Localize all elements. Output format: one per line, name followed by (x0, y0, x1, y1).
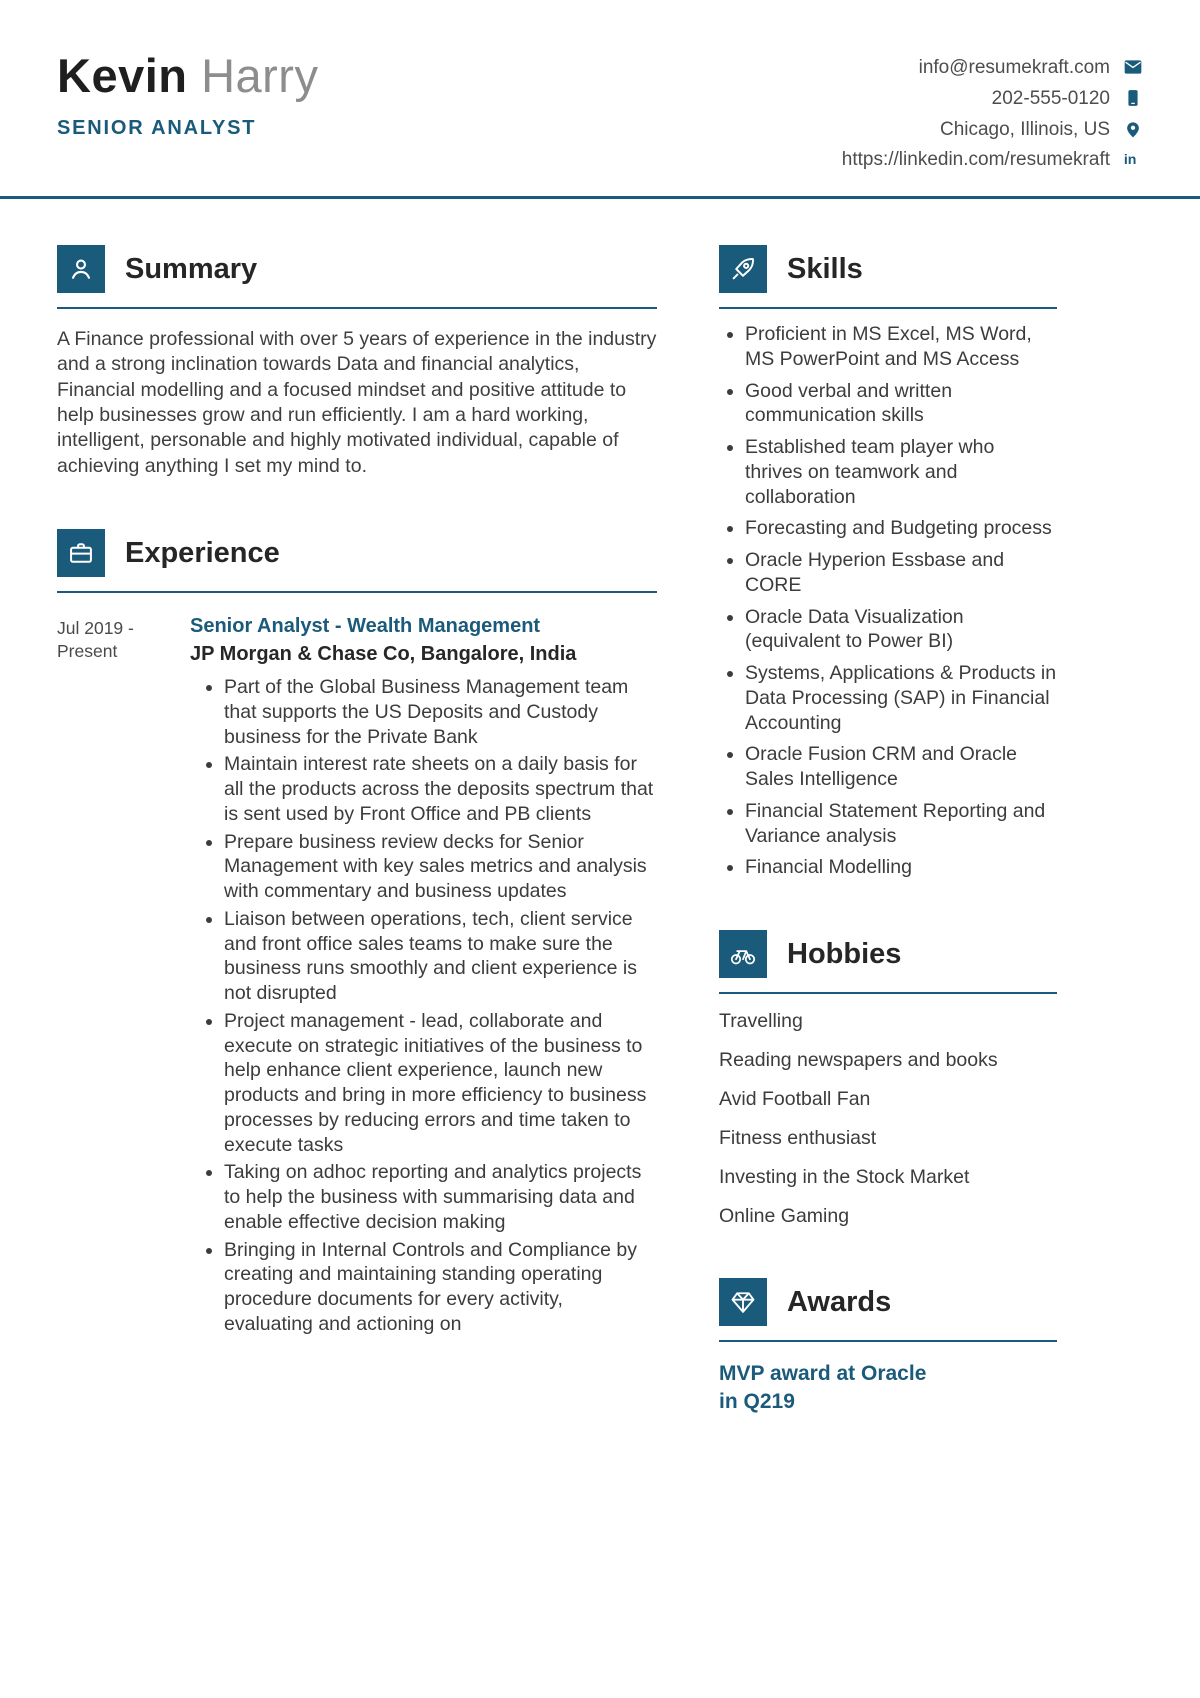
skills-section-header (719, 245, 1057, 309)
diamond-icon (719, 1278, 767, 1326)
contact-location: Chicago, Illinois, US (939, 118, 1110, 140)
skills-section (719, 245, 1057, 880)
hobbies-section (719, 930, 1057, 1228)
first-name: Kevin (57, 49, 188, 102)
awards-list (719, 1360, 1057, 1417)
skill-item: • Oracle Fusion CRM and Oracle Sales Intelligence (745, 742, 1057, 792)
job-bullet: • Maintain interest rate sheets on a daily basis for all the products across the deposits spectrum that is sent used by Front Office and PB clients (224, 752, 657, 826)
contact-phone: 202-555-0120 (991, 87, 1110, 109)
contact-linkedin-row (842, 148, 1143, 172)
experience-section-header (57, 529, 657, 593)
skill-item: • Established team player who thrives on teamwork and collaboration (745, 435, 1057, 509)
awards-section (719, 1278, 1057, 1417)
hobby-item: Travelling (719, 1010, 803, 1032)
contact-email[interactable]: info@resumekraft.com (918, 57, 1110, 78)
job-bullet: • Taking on adhoc reporting and analytics projects to help the business with summarising data and enable effective decision making (224, 1160, 657, 1234)
skill-item: • Oracle Data Visualization (equivalent to Power BI) (745, 605, 1057, 655)
resume-header (0, 0, 1200, 172)
skill-item: • Financial Modelling (745, 855, 1057, 880)
contact-phone-row (842, 87, 1143, 111)
job-bullet: • Liaison between operations, tech, client service and front office sales teams to make sure the business runs smoothly and client experience is not disrupted (224, 907, 657, 1006)
candidate-name (57, 48, 318, 103)
skills-list (719, 322, 1057, 880)
experience-section (57, 529, 657, 1340)
linkedin-glyph: in (1123, 152, 1137, 169)
job-position: Senior Analyst - Wealth Management (190, 615, 541, 638)
contact-block (842, 56, 1143, 172)
awards-section-header (719, 1278, 1057, 1342)
last-name: Harry (201, 49, 319, 102)
right-column (719, 245, 1057, 1467)
job-bullet: • Part of the Global Business Management team that supports the US Deposits and Custody business for the Private Bank (224, 675, 657, 749)
job-entry (57, 615, 657, 1340)
skills-title: Skills (787, 252, 863, 285)
rocket-icon (719, 245, 767, 293)
award-item: MVP award at Oracle in Q219 (719, 1362, 927, 1414)
job-date-range: Jul 2019 - Present (57, 618, 134, 661)
job-bullet: • Bringing in Internal Controls and Compliance by creating and maintaining standing operating procedure documents for every activity, evaluating and actioning on (224, 1238, 657, 1337)
skill-item: • Oracle Hyperion Essbase and CORE (745, 548, 1057, 598)
hobby-item: Online Gaming (719, 1205, 850, 1227)
envelope-icon (1123, 57, 1143, 77)
job-bullet-list (190, 675, 657, 1337)
hobbies-title: Hobbies (787, 937, 902, 970)
mobile-phone-icon (1123, 88, 1143, 108)
candidate-job-title: SENIOR ANALYST (57, 117, 257, 139)
identity-block (57, 48, 318, 140)
skill-item: • Financial Statement Reporting and Variance analysis (745, 799, 1057, 849)
awards-title: Awards (787, 1285, 892, 1318)
contact-linkedin-url[interactable]: https://linkedin.com/resumekraft (841, 149, 1110, 171)
hobby-item: Avid Football Fan (719, 1088, 871, 1110)
hobbies-section-header (719, 930, 1057, 994)
job-bullet: • Project management - lead, collaborate and execute on strategic initiatives of the business to help enhance client experience, launch new products and bring in more efficiency to business processes by reducing errors and time taken to execute tasks (224, 1009, 657, 1158)
resume-body (0, 199, 1200, 1467)
skill-item: • Good verbal and written communication skills (745, 379, 1057, 429)
summary-section (57, 245, 657, 479)
contact-location-row (842, 118, 1143, 142)
contact-email-row (842, 56, 1143, 80)
hobby-item: Fitness enthusiast (719, 1127, 877, 1149)
skill-item: • Forecasting and Budgeting process (745, 516, 1057, 541)
location-pin-icon (1123, 119, 1143, 139)
job-company: JP Morgan & Chase Co, Bangalore, India (190, 643, 577, 666)
skill-item: • Proficient in MS Excel, MS Word, MS PowerPoint and MS Access (745, 322, 1057, 372)
linkedin-icon (1123, 149, 1143, 169)
left-column (57, 245, 657, 1467)
summary-title: Summary (125, 252, 258, 285)
briefcase-icon (57, 529, 105, 577)
skill-item: • Systems, Applications & Products in Data Processing (SAP) in Financial Accounting (745, 661, 1057, 735)
bicycle-icon (719, 930, 767, 978)
person-icon (57, 245, 105, 293)
hobby-item: Reading newspapers and books (719, 1049, 998, 1071)
summary-section-header (57, 245, 657, 309)
summary-text: A Finance professional with over 5 years of experience in the industry and a strong inclination towards Data and financial analytics, Financial modelling and a focused mindset and positive attitude to help businesses grow and run efficiently. I am a hard working, intelligent, personable and highly motivated individual, capable of achieving anything I set my mind to. (57, 328, 657, 477)
experience-title: Experience (125, 536, 280, 569)
hobby-item: Investing in the Stock Market (719, 1166, 970, 1188)
job-bullet: • Prepare business review decks for Senior Management with key sales metrics and analysis with commentary and business updates (224, 830, 657, 904)
hobbies-list (719, 1010, 1057, 1228)
job-details (190, 615, 657, 1340)
